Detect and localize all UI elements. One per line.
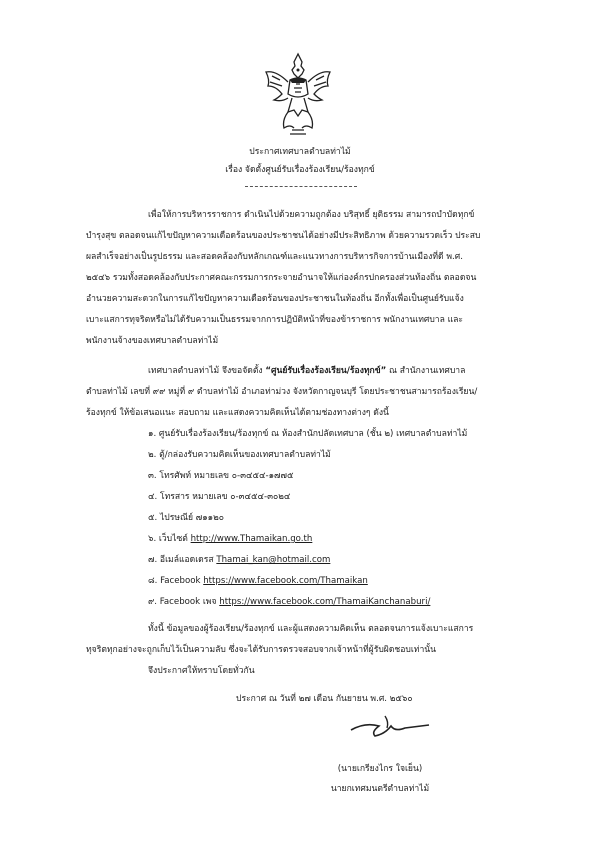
para3-line: ทั้งนี้ ข้อมูลของผู้ร้องเรียน/ร้องทุกข์ และผู้แสดงความคิดเห็น ตลอดจนการแจ้งเบาะแสการ bbox=[148, 624, 474, 634]
para1-line: เพื่อให้การบริหารราชการ ดำเนินไปด้วยความถูกต้อง บริสุทธิ์ ยุติธรรม สามารถบำบัดทุกข์ bbox=[148, 210, 475, 220]
closing-line: จึงประกาศให้ทราบโดยทั่วกัน bbox=[148, 666, 255, 676]
channel-item: ๓. โทรศัพท์ หมายเลข ๐-๓๔๕๔-๑๗๗๕ bbox=[148, 471, 294, 481]
channel-item: ๕. ไปรษณีย์ ๗๑๑๒๐ bbox=[148, 513, 225, 523]
facebook-link[interactable]: https://www.facebook.com/Thamaikan bbox=[203, 576, 368, 586]
signer-name: (นายเกรียงไกร ใจเย็น) bbox=[337, 764, 423, 774]
para1-line: ๒๕๔๖ รวมทั้งสอดคล้องกับประกาศคณะกรรมการกระจายอำนาจให้แก่องค์กรปกครองส่วนท้องถิ่น ตลอดจน bbox=[86, 273, 477, 283]
channel-label: ๙. Facebook เพจ bbox=[148, 597, 220, 607]
announcement-title: ประกาศเทศบาลตำบลท่าไม้ bbox=[249, 147, 351, 157]
para2-line bbox=[148, 364, 465, 378]
handwritten-signature-icon bbox=[345, 712, 435, 742]
channel-label: ๗. อีเมล์แอดเดรส bbox=[148, 555, 217, 565]
para1-line: เบาะแสการทุจริตหรือไม่ได้รับความเป็นธรรมจากการปฏิบัติหน้าที่ของข้าราชการ พนักงานเทศบาล และ bbox=[86, 315, 464, 325]
para3-line: ทุจริตทุกอย่างจะถูกเก็บไว้เป็นความลับ ซึ่งจะได้รับการตรวจสอบจากเจ้าหน้าที่ผู้รับผิดชอบเท่านั้น bbox=[86, 645, 437, 655]
channel-label: ๖. เว็บไซต์ bbox=[148, 534, 191, 544]
para1-line: ผลสำเร็จอย่างเป็นรูปธรรม และสอดคล้องกับหลักเกณฑ์และแนวทางการบริหารกิจการบ้านเมืองที่ดี พ.ศ. bbox=[86, 252, 463, 262]
garuda-emblem-icon bbox=[260, 50, 336, 138]
para2-text: เทศบาลตำบลท่าไม้ จึงขอจัดตั้ง bbox=[148, 366, 266, 376]
channel-item-facebook-page bbox=[148, 595, 430, 609]
divider bbox=[245, 186, 357, 187]
website-link[interactable]: http://www.Thamaikan.go.th bbox=[190, 534, 313, 544]
channel-item-facebook bbox=[148, 574, 368, 588]
para2-line: ตำบลท่าไม้ เลขที่ ๙๙ หมู่ที่ ๙ ตำบลท่าไม้ อำเภอท่าม่วง จังหวัดกาญจนบุรี โดยประชาชนสามารถร้องเรียน/ bbox=[86, 387, 478, 397]
channel-item: ๑. ศูนย์รับเรื่องร้องเรียน/ร้องทุกข์ ณ ห้องสำนักปลัดเทศบาล (ชั้น ๒) เทศบาลตำบลท่าไม้ bbox=[148, 429, 468, 439]
channel-item: ๒. ตู้/กล่องรับความคิดเห็นของเทศบาลตำบลท่าไม้ bbox=[148, 450, 331, 460]
para1-line: บำรุงสุข ตลอดจนแก้ไขปัญหาความเดือดร้อนของประชาชนได้อย่างมีประสิทธิภาพ ด้วยความรวดเร็ว ประสบ bbox=[86, 231, 481, 241]
email-link[interactable]: Thamai_kan@hotmail.com bbox=[216, 555, 331, 565]
channel-item: ๔. โทรสาร หมายเลข ๐-๓๔๕๔-๓๐๒๔ bbox=[148, 492, 291, 502]
channel-item-website bbox=[148, 532, 312, 546]
complaint-center-name: “ศูนย์รับเรื่องร้องเรียน/ร้องทุกข์” bbox=[265, 366, 387, 376]
para2-line: ร้องทุกข์ ให้ข้อเสนอแนะ สอบถาม และแสดงความคิดเห็นได้ตามช่องทางต่างๆ ดังนี้ bbox=[86, 408, 389, 418]
announcement-subject: เรื่อง จัดตั้งศูนย์รับเรื่องร้องเรียน/ร้องทุกข์ bbox=[225, 165, 375, 175]
channel-item-email bbox=[148, 553, 330, 567]
para1-line: อำนวยความสะดวกในการแก้ไขปัญหาความเดือดร้อนของประชาชนในท้องถิ่น อีกทั้งเพื่อเป็นศูนย์รับแจ้ง bbox=[86, 294, 464, 304]
facebook-page-link[interactable]: https://www.facebook.com/ThamaiKanchanaburi/ bbox=[219, 597, 431, 607]
para1-line: พนักงานจ้างของเทศบาลตำบลท่าไม้ bbox=[86, 336, 219, 346]
channel-label: ๘. Facebook bbox=[148, 576, 204, 586]
signer-title: นายกเทศมนตรีตำบลท่าไม้ bbox=[330, 784, 430, 794]
para2-text: ณ สำนักงานเทศบาล bbox=[386, 366, 466, 376]
date-line: ประกาศ ณ วันที่ ๒๗ เดือน กันยายน พ.ศ. ๒๕๖๐ bbox=[236, 694, 413, 704]
